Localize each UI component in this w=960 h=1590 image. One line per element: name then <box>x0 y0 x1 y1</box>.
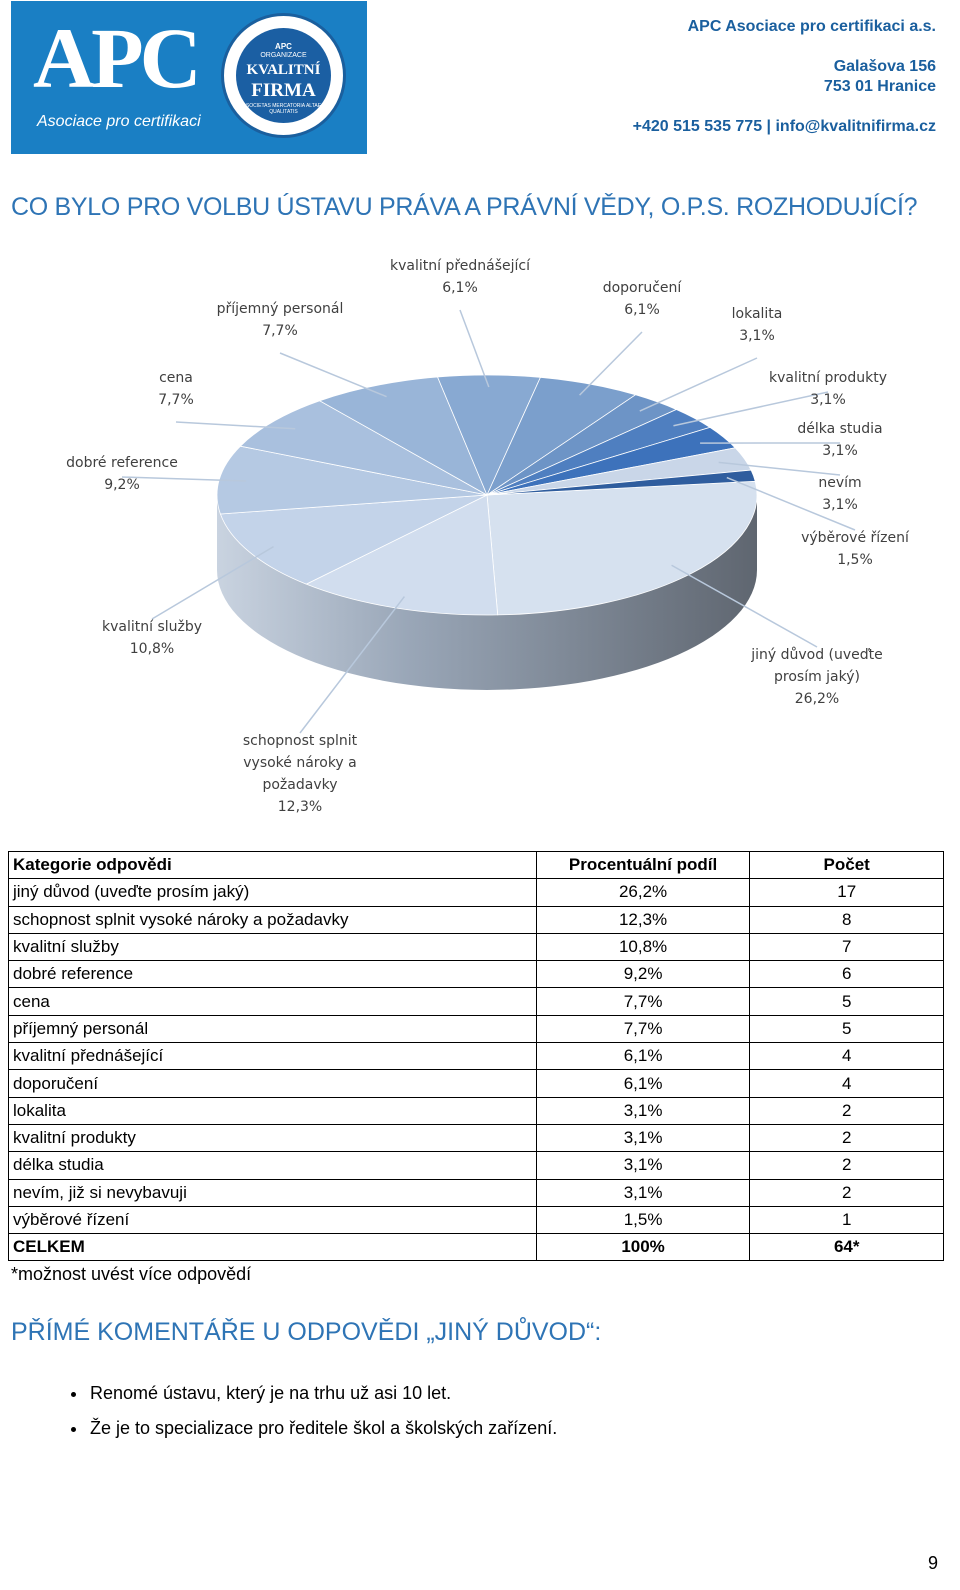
table-header-row <box>9 852 944 879</box>
slice-label <box>732 306 783 344</box>
table-row <box>9 933 944 960</box>
percent-cell: 6,1% <box>536 1070 750 1097</box>
slice-label <box>217 301 344 339</box>
logo-text: APC <box>33 10 198 106</box>
category-cell: jiný důvod (uveďte prosím jaký) <box>9 879 537 906</box>
pie-slices <box>217 375 757 615</box>
slice-label-line: 12,3% <box>277 799 323 815</box>
kvalitni-firma-seal <box>221 13 346 138</box>
slice-label-line: 3,1% <box>822 443 858 459</box>
slice-label-line: dobré reference <box>66 455 178 471</box>
category-cell: kvalitní produkty <box>9 1124 537 1151</box>
table-row <box>9 1152 944 1179</box>
slice-label <box>797 421 882 459</box>
comments-title: PŘÍMÉ KOMENTÁŘE U ODPOVĚDI „JINÝ DŮVOD“: <box>11 1318 602 1346</box>
leader-line <box>280 353 387 397</box>
seal-center <box>236 28 331 123</box>
table-row <box>9 1179 944 1206</box>
total-label: CELKEM <box>9 1234 537 1261</box>
count-cell: 8 <box>750 906 944 933</box>
slice-label-line: 9,2% <box>104 477 140 493</box>
slice-label-line: délka studia <box>797 421 883 437</box>
slice-label-line: 6,1% <box>624 302 660 318</box>
slice-label-line: 10,8% <box>129 641 175 657</box>
category-cell: příjemný personál <box>9 1015 537 1042</box>
category-cell: schopnost splnit vysoké nároky a požadavky <box>9 906 537 933</box>
slice-label <box>750 647 883 707</box>
slice-label-line: příjemný personál <box>216 301 344 317</box>
seal-firma: FIRMA <box>251 80 316 101</box>
slice-label-line: 6,1% <box>442 280 478 296</box>
percent-cell: 1,5% <box>536 1206 750 1233</box>
page-title: CO BYLO PRO VOLBU ÚSTAVU PRÁVA A PRÁVNÍ VĚDY, O.P.S. ROZHODUJÍCÍ? <box>11 193 918 221</box>
percent-cell: 10,8% <box>536 933 750 960</box>
count-cell: 1 <box>750 1206 944 1233</box>
slice-label-line: kvalitní služby <box>101 619 203 635</box>
percent-cell: 3,1% <box>536 1179 750 1206</box>
percent-cell: 3,1% <box>536 1152 750 1179</box>
slice-label-line: 7,7% <box>262 323 298 339</box>
leader-line <box>640 358 757 411</box>
seal-motto: SOCIETAS MERCATORIA ALTAE QUALITATIS <box>245 103 322 115</box>
category-cell: kvalitní služby <box>9 933 537 960</box>
percent-cell: 7,7% <box>536 1015 750 1042</box>
slice-label-line: 26,2% <box>794 691 840 707</box>
category-cell: doporučení <box>9 1070 537 1097</box>
slice-label-line: požadavky <box>262 777 338 793</box>
list-item: • Že je to specializace pro ředitele škol a školských zařízení. <box>88 1418 557 1439</box>
category-cell: lokalita <box>9 1097 537 1124</box>
percent-cell: 6,1% <box>536 1043 750 1070</box>
seal-apc: APC <box>275 42 292 51</box>
percent-cell: 26,2% <box>536 879 750 906</box>
count-cell: 17 <box>750 879 944 906</box>
count-cell: 2 <box>750 1152 944 1179</box>
slice-label <box>102 619 202 657</box>
category-cell: nevím, již si nevybavuji <box>9 1179 537 1206</box>
count-cell: 4 <box>750 1070 944 1097</box>
company-street: Galašova 156 <box>833 58 936 75</box>
count-cell: 2 <box>750 1097 944 1124</box>
slice-label-line: 1,5% <box>837 552 873 568</box>
list-item: • Renomé ústavu, který je na trhu už asi 10 let. <box>88 1383 557 1404</box>
category-cell: kvalitní přednášející <box>9 1043 537 1070</box>
count-cell: 4 <box>750 1043 944 1070</box>
logo-subtitle: Asociace pro certifikaci <box>37 113 201 130</box>
category-cell: cena <box>9 988 537 1015</box>
count-cell: 7 <box>750 933 944 960</box>
category-cell: výběrové řízení <box>9 1206 537 1233</box>
table-total-row <box>9 1234 944 1261</box>
slice-label-line: schopnost splnit <box>242 733 358 749</box>
slice-label-line: doporučení <box>602 280 682 296</box>
footnote: *možnost uvést více odpovědí <box>11 1264 252 1284</box>
count-cell: 2 <box>750 1124 944 1151</box>
table-row <box>9 1043 944 1070</box>
slice-label <box>66 455 178 493</box>
slice-label-line: 7,7% <box>158 392 194 408</box>
percent-cell: 3,1% <box>536 1124 750 1151</box>
slice-label-line: lokalita <box>731 306 783 322</box>
table-body <box>9 879 944 1261</box>
count-cell: 6 <box>750 961 944 988</box>
table-row <box>9 1124 944 1151</box>
apc-logo <box>11 1 367 154</box>
slice-label-line: 3,1% <box>739 328 775 344</box>
count-cell: 5 <box>750 1015 944 1042</box>
slice-label-line: prosím jaký) <box>774 669 860 685</box>
slice-label-line: výběrové řízení <box>801 530 909 546</box>
slice-label-line: jiný důvod (uveďte <box>751 647 883 663</box>
company-city: 753 01 Hranice <box>823 78 936 95</box>
category-cell: délka studia <box>9 1152 537 1179</box>
slice-label-line: nevím <box>818 475 862 491</box>
header-count: Počet <box>750 852 944 879</box>
header-category: Kategorie odpovědi <box>9 852 537 879</box>
comments-list <box>50 1383 557 1453</box>
seal-org: ORGANIZACE <box>260 52 307 59</box>
count-cell: 2 <box>750 1179 944 1206</box>
slice-label <box>603 280 683 318</box>
table-row <box>9 1015 944 1042</box>
slice-label <box>818 475 861 513</box>
table-row <box>9 1070 944 1097</box>
percent-cell: 12,3% <box>536 906 750 933</box>
slice-label-line: cena <box>159 370 193 386</box>
slice-label-line: kvalitní přednášející <box>389 258 531 274</box>
total-count: 64* <box>750 1234 944 1261</box>
seal-kvalitni: KVALITNÍ <box>246 62 321 78</box>
pie-chart <box>0 240 960 830</box>
percent-cell: 3,1% <box>536 1097 750 1124</box>
table-row <box>9 988 944 1015</box>
percent-cell: 7,7% <box>536 988 750 1015</box>
page-number: 9 <box>927 1553 938 1573</box>
company-name: APC Asociace pro certifikaci a.s. <box>687 18 936 35</box>
table-row <box>9 879 944 906</box>
slice-label <box>243 733 358 815</box>
category-cell: dobré reference <box>9 961 537 988</box>
table-row <box>9 906 944 933</box>
slice-label-line: kvalitní produkty <box>769 370 887 386</box>
table-row <box>9 961 944 988</box>
slice-label-line: 3,1% <box>822 497 858 513</box>
slice-label <box>390 258 531 296</box>
header-percent: Procentuální podíl <box>536 852 750 879</box>
table-row <box>9 1206 944 1233</box>
count-cell: 5 <box>750 988 944 1015</box>
table-row <box>9 1097 944 1124</box>
slice-label <box>158 370 194 408</box>
leader-line <box>580 332 642 395</box>
slice-label-line: vysoké nároky a <box>243 755 357 771</box>
slice-label <box>801 530 910 568</box>
slice-label-line: 3,1% <box>810 392 846 408</box>
slice-label <box>769 370 887 408</box>
percent-cell: 9,2% <box>536 961 750 988</box>
total-percent: 100% <box>536 1234 750 1261</box>
company-phone-email: +420 515 535 775 | info@kvalitnifirma.cz <box>632 118 936 135</box>
results-table <box>8 851 944 1261</box>
